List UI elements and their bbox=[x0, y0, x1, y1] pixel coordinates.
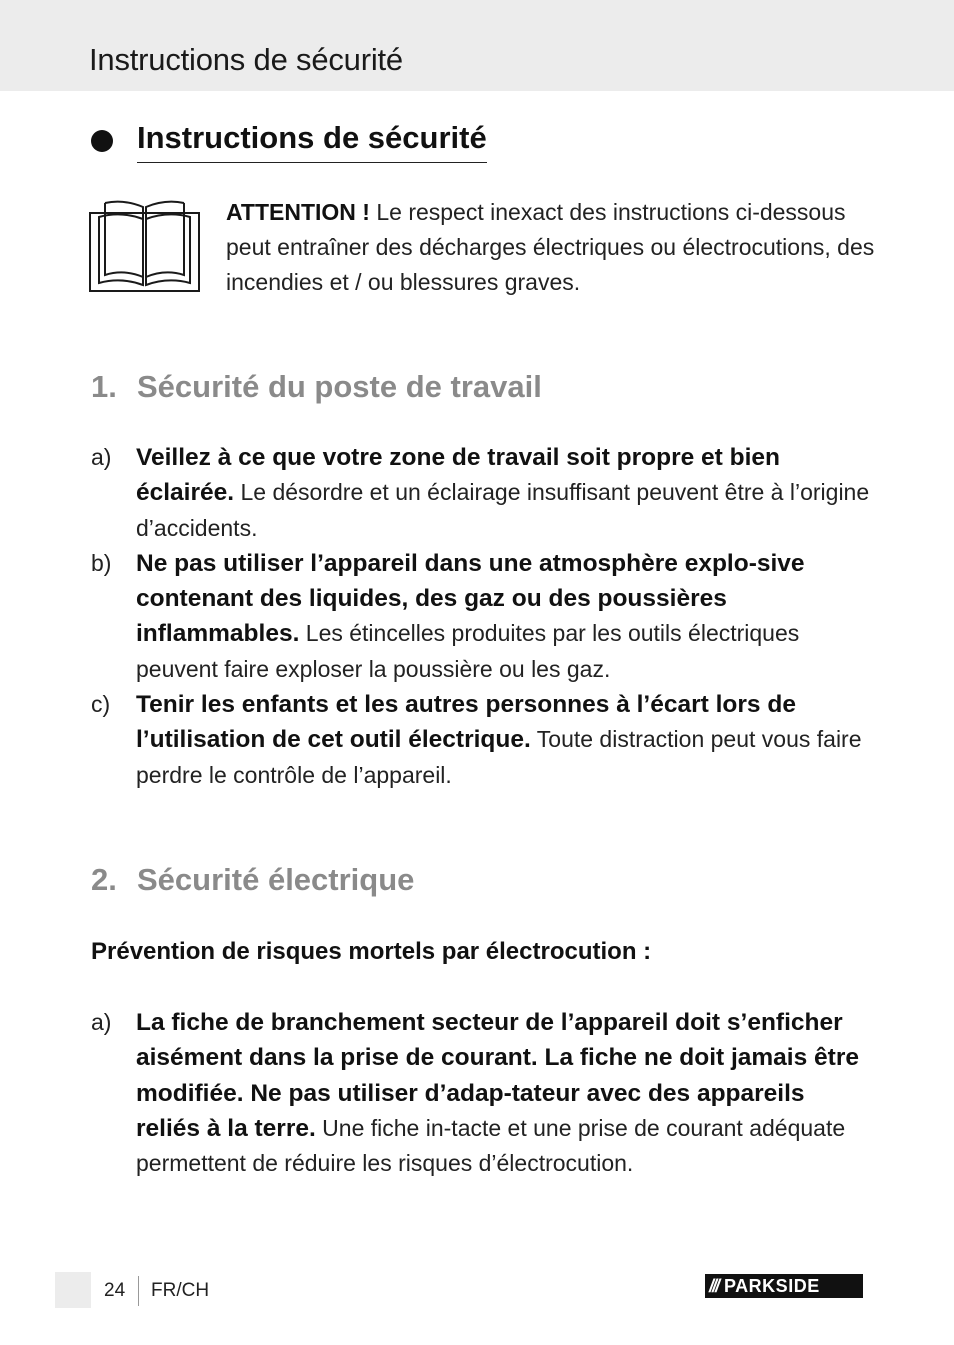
page-header-title: Instructions de sécurité bbox=[89, 42, 403, 77]
list-item bbox=[91, 546, 871, 687]
item-body-text: Toute distraction peut vous faire perdre le contrôle de l’appareil. bbox=[136, 726, 862, 788]
item-letter: c) bbox=[91, 691, 111, 718]
item-text bbox=[136, 1005, 871, 1181]
main-heading-title: Instructions de sécurité bbox=[137, 118, 487, 163]
item-text bbox=[136, 440, 871, 546]
item-bold-text: Ne pas utiliser l’appareil dans une atmosphère explo-sive contenant des liquides, des gaz ou des poussières inflammables. bbox=[136, 549, 805, 648]
section-number: 1. bbox=[91, 369, 117, 404]
item-body-text: Le désordre et un éclairage insuffisant peuvent être à l’origine d’accidents. bbox=[136, 479, 870, 541]
footer-marker-box bbox=[55, 1272, 91, 1308]
brand-logo bbox=[705, 1274, 863, 1298]
bullet-dot-icon bbox=[91, 130, 113, 152]
main-heading bbox=[91, 118, 487, 163]
footer-divider bbox=[138, 1276, 139, 1306]
list-item bbox=[91, 440, 871, 546]
section-1-items bbox=[91, 440, 871, 793]
section-title: Sécurité électrique bbox=[137, 862, 415, 897]
item-body-text: Une fiche in-tacte et une prise de courant adéquate permettent de réduire les risques d’électrocution. bbox=[136, 1114, 846, 1177]
section-2-subheading: Prévention de risques mortels par électrocution : bbox=[91, 938, 652, 965]
brand-name: PARKSIDE bbox=[724, 1275, 820, 1296]
section-1-heading bbox=[91, 367, 542, 407]
attention-label: ATTENTION ! bbox=[226, 199, 370, 225]
section-2-heading bbox=[91, 860, 414, 900]
header-band bbox=[0, 0, 954, 91]
item-bold-text: Tenir les enfants et les autres personnes à l’écart lors de l’utilisation de cet outil électrique. bbox=[136, 691, 796, 754]
attention-text: Le respect inexact des instructions ci-dessous peut entraîner des décharges électriques ou électrocutions, des incendies et / ou blessures graves. bbox=[226, 199, 875, 295]
section-title: Sécurité du poste de travail bbox=[137, 369, 542, 404]
item-bold-text: La fiche de branchement secteur de l’appareil doit s’enficher aisément dans la prise de courant. La fiche ne doit jamais être modifiée. Ne pas utiliser d’adap-tateur avec des appareils reliés à la terre. bbox=[136, 1009, 859, 1142]
item-letter: a) bbox=[91, 1009, 112, 1035]
item-body-text: Les étincelles produites par les outils électriques peuvent faire exploser la poussière ou les gaz. bbox=[136, 620, 800, 682]
brand-slashes-icon: /// bbox=[709, 1275, 719, 1296]
language-code: FR/CH bbox=[151, 1280, 210, 1301]
item-letter: a) bbox=[91, 444, 112, 470]
list-item bbox=[91, 687, 871, 793]
item-bold-text: Veillez à ce que votre zone de travail soit propre et bien éclairée. bbox=[136, 444, 781, 507]
page-number: 24 bbox=[104, 1280, 126, 1301]
list-item bbox=[91, 1005, 871, 1181]
item-text bbox=[136, 687, 871, 793]
section-number: 2. bbox=[91, 862, 117, 897]
section-2-items bbox=[91, 1005, 871, 1181]
attention-notice bbox=[226, 195, 876, 300]
open-book-icon bbox=[89, 199, 200, 294]
item-letter: b) bbox=[91, 549, 112, 576]
item-text bbox=[136, 546, 871, 687]
